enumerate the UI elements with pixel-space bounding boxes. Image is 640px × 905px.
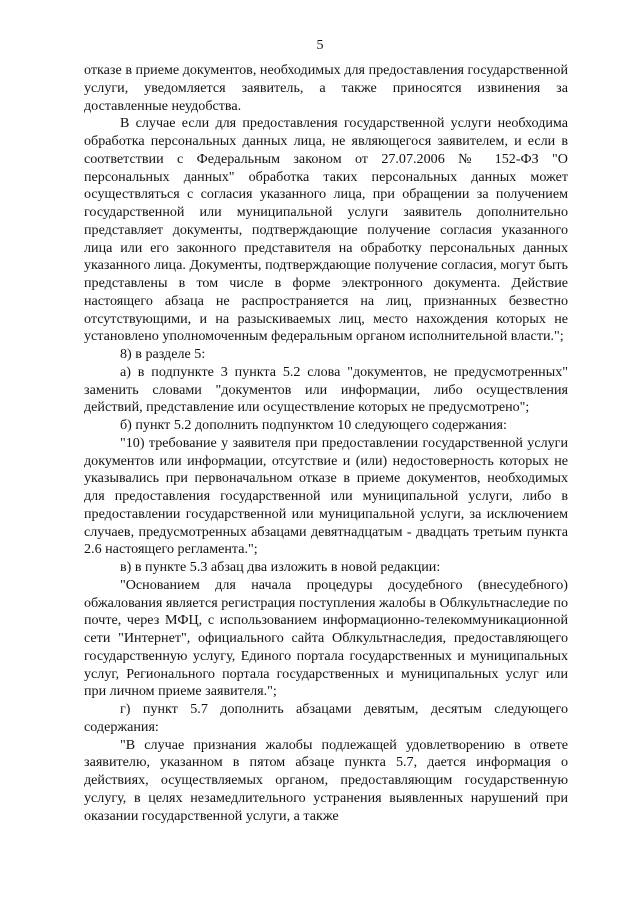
paragraph: "В случае признания жалобы подлежащей удовлетворению в ответе заявителю, указанном в пятом абзаце пункта 5.7, дается информация о действиях, осуществляемых органом, предоставляющим государственную услугу, в целях незамедлительного устранения выявленных нарушений при оказании государственной услуги, а также (84, 736, 568, 824)
paragraph: "Основанием для начала процедуры досудебного (внесудебного) обжалования является регистрация поступления жалобы в Облкультнаследие по почте, через МФЦ, с использованием информационно-телекоммуникационной сети "Интернет", официального сайта Облкультнаследия, предоставляющего государственную услугу, Единого портала государственных и муниципальных услуг, Регионального портала государственных и муниципальных услуг или при личном приеме заявителя."; (84, 576, 568, 700)
paragraph: 8) в разделе 5: (120, 346, 206, 362)
paragraph: а) в подпункте 3 пункта 5.2 слова "документов, не предусмотренных" заменить словами "документов или информации, либо осуществления действий, представление или осуществление которых не предусмотрено"; (84, 363, 568, 416)
paragraph: "10) требование у заявителя при предоставлении государственной услуги документов или информации, отсутствие и (или) недостоверность которых не указывались при первоначальном отказе в приеме документов, необходимых для предоставления государственной или муниципальной услуги, либо в предоставлении государственной или муниципальной услуги, за исключением случаев, предусмотренных абзацами девятнадцатым - двадцать третьим пункта 2.6 настоящего регламента."; (84, 434, 568, 558)
page-number: 5 (316, 38, 324, 53)
paragraph: г) пункт 5.7 дополнить абзацами девятым, десятым следующего содержания: (84, 701, 568, 735)
paragraph: В случае если для предоставления государственной услуги необходима обработка персональных данных лица, не являющегося заявителем, и если в соответствии с Федеральным законом от 27.07.2006 № 152-ФЗ "О персональных данных" обработка таких персональных данных может осуществляться с согласия указанного лица, при обращении за получением государственной или муниципальной услуги заявитель дополнительно представляет документы, подтверждающие получение согласия указанного лица или его законного представителя на обработку персональных данных указанного лица. Документы, подтверждающие получение согласия, могут быть представлены в том числе в форме электронного документа. Действие настоящего абзаца не распространяется на лиц, признанных безвестно отсутствующими, и на разыскиваемых лиц, место нахождения которых не установлено уполномоченным федеральным органом исполнительной власти."; (84, 115, 568, 345)
document-body (84, 62, 568, 825)
paragraph: б) пункт 5.2 дополнить подпунктом 10 следующего содержания: (120, 417, 507, 433)
paragraph: в) в пункте 5.3 абзац два изложить в новой редакции: (120, 559, 441, 575)
paragraph: отказе в приеме документов, необходимых для предоставления государственной услуги, уведомляется заявитель, а также приносятся извинения за доставленные неудобства. (84, 62, 568, 114)
